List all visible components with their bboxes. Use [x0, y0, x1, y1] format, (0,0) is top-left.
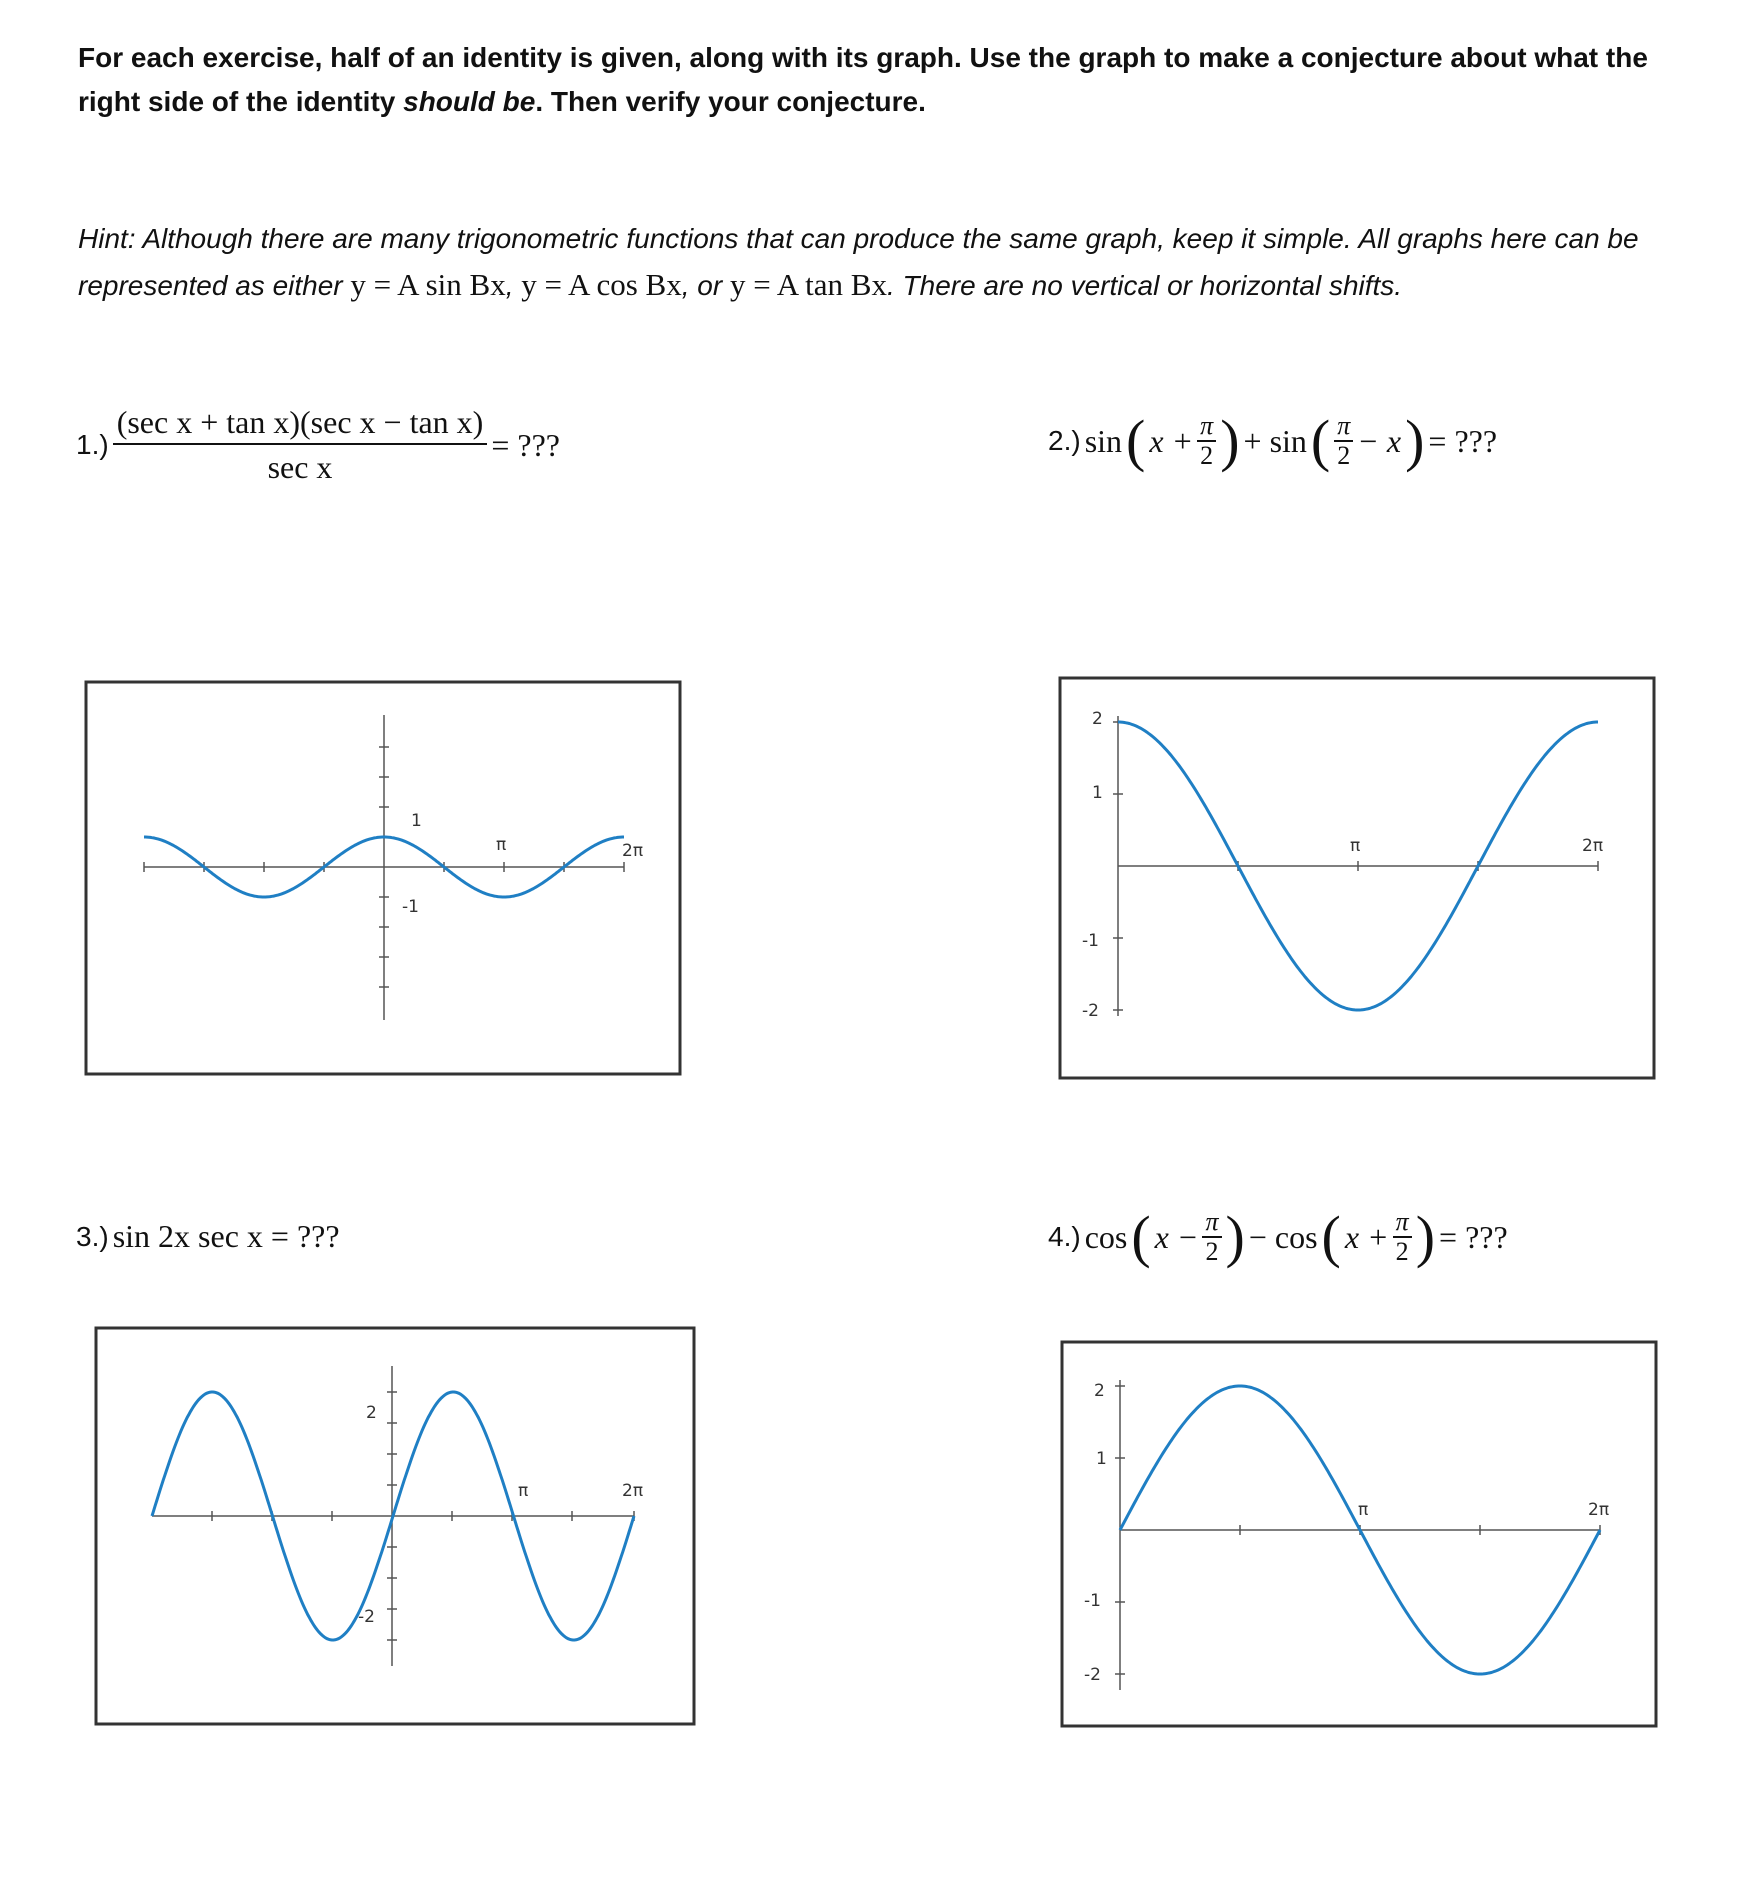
graph-2-label-neg2: -2 — [1082, 1001, 1099, 1021]
exercise-4-frac1-num: π — [1202, 1208, 1221, 1238]
instructions-emphasis: should be — [403, 86, 536, 117]
exercise-2-rhs: = ??? — [1428, 422, 1498, 459]
exercise-3-expression — [76, 1218, 340, 1255]
exercise-2-number: 2.) — [1048, 425, 1081, 456]
exercise-4-paren-close-1: ) — [1225, 1204, 1245, 1269]
exercise-4-frac2-den: 2 — [1395, 1237, 1409, 1266]
hint — [78, 216, 1698, 309]
exercise-4-number: 4.) — [1048, 1221, 1081, 1252]
exercise-2-frac1-den: 2 — [1200, 441, 1214, 470]
exercise-2-frac1-num: π — [1197, 412, 1216, 442]
graph-3 — [94, 1326, 714, 1726]
exercise-2-paren-open-2: ( — [1310, 408, 1331, 473]
exercise-1-rhs: = ??? — [491, 426, 560, 463]
exercise-1-number: 1.) — [76, 429, 109, 460]
graph-1-frame — [86, 682, 680, 1074]
exercise-4-frac1-den: 2 — [1205, 1237, 1219, 1266]
exercise-4-expression — [1048, 1204, 1508, 1269]
exercise-1-denominator: sec x — [267, 449, 333, 485]
exercise-2-arg2: − x — [1357, 422, 1402, 459]
graph-3-label-pi: π — [518, 1481, 529, 1501]
graph-2-label-2: 2 — [1092, 709, 1103, 729]
exercise-2-frac2 — [1334, 412, 1353, 470]
exercise-4-frac2-num: π — [1393, 1208, 1412, 1238]
exercise-4-paren-open-1: ( — [1131, 1204, 1151, 1269]
graph-4-label-neg2: -2 — [1084, 1665, 1101, 1685]
graph-3-label-2pi: 2π — [622, 1481, 644, 1501]
graph-4-label-neg1: -1 — [1084, 1591, 1101, 1611]
exercise-1-numerator: (sec x + tan x)(sec x − tan x) — [113, 404, 488, 445]
exercise-4-arg2: x + — [1344, 1218, 1389, 1255]
exercise-2-arg1: x + — [1149, 422, 1194, 459]
instructions-part2: . Then verify your conjecture. — [535, 86, 926, 117]
exercise-2-frac2-den: 2 — [1337, 441, 1351, 470]
exercise-1-fraction — [113, 404, 488, 486]
hint-sep-1: , — [505, 270, 522, 301]
graph-1-label-1: 1 — [411, 811, 422, 831]
graph-4-label-pi: π — [1358, 1500, 1369, 1520]
exercise-2-fn1: sin — [1084, 422, 1123, 459]
exercise-2-paren-close-1: ) — [1220, 408, 1240, 473]
graph-1 — [84, 680, 684, 1080]
exercise-3-formula: sin 2x sec x = ??? — [112, 1218, 340, 1254]
hint-tail: . There are no vertical or horizontal shifts. — [886, 270, 1403, 301]
graph-3-label-neg2: -2 — [358, 1607, 375, 1627]
graph-1-label-2pi: 2π — [622, 841, 644, 861]
exercise-4-frac2 — [1393, 1208, 1412, 1266]
graph-2-label-2pi: 2π — [1582, 836, 1604, 856]
graph-2-label-neg1: -1 — [1082, 931, 1099, 951]
hint-formula-sin: y = A sin Bx — [350, 267, 506, 302]
exercise-2-expression — [1048, 408, 1498, 473]
graph-2-frame — [1060, 678, 1654, 1078]
hint-lead: Hint: Although there are many trigonometric functions that can produce the same graph, keep it simple. All graphs here can be represented as either — [78, 223, 1639, 301]
exercise-4-arg1: x − — [1154, 1218, 1199, 1255]
graph-3-frame — [96, 1328, 694, 1724]
graph-2-label-1: 1 — [1092, 783, 1103, 803]
graph-4-label-1: 1 — [1096, 1449, 1107, 1469]
graph-4-label-2: 2 — [1094, 1381, 1105, 1401]
exercise-2-op: + sin — [1243, 422, 1307, 459]
graph-4-frame — [1062, 1342, 1656, 1726]
graph-1-label-neg1: -1 — [402, 897, 419, 917]
graph-2-label-pi: π — [1350, 836, 1361, 856]
exercise-4-op: − cos — [1248, 1218, 1318, 1255]
exercise-4-frac1 — [1202, 1208, 1221, 1266]
graph-2 — [1058, 676, 1658, 1084]
exercise-2-frac1 — [1197, 412, 1216, 470]
exercise-2-frac2-num: π — [1334, 412, 1353, 442]
hint-formula-cos: y = A cos Bx — [521, 267, 682, 302]
graph-4 — [1060, 1340, 1660, 1730]
graph-4-label-2pi: 2π — [1588, 1500, 1610, 1520]
exercise-4-fn1: cos — [1084, 1218, 1128, 1255]
exercise-2-paren-close-2: ) — [1405, 408, 1425, 473]
exercise-2-paren-open-1: ( — [1126, 408, 1146, 473]
exercise-1-expression — [76, 404, 560, 486]
graph-1-label-pi: π — [496, 835, 507, 855]
exercise-3-number: 3.) — [76, 1220, 109, 1252]
hint-sep-2: , or — [681, 270, 730, 301]
instructions — [78, 36, 1678, 124]
hint-formula-tan: y = A tan Bx — [729, 267, 887, 302]
exercise-4-paren-close-2: ) — [1415, 1204, 1436, 1269]
instructions-part1: For each exercise, half of an identity is given, along with its graph. Use the graph to make a conjecture about what the right side of the identity — [78, 42, 1648, 117]
exercise-4-rhs: = ??? — [1439, 1218, 1508, 1255]
graph-3-label-2: 2 — [366, 1403, 377, 1423]
exercise-4-paren-open-2: ( — [1321, 1204, 1341, 1269]
